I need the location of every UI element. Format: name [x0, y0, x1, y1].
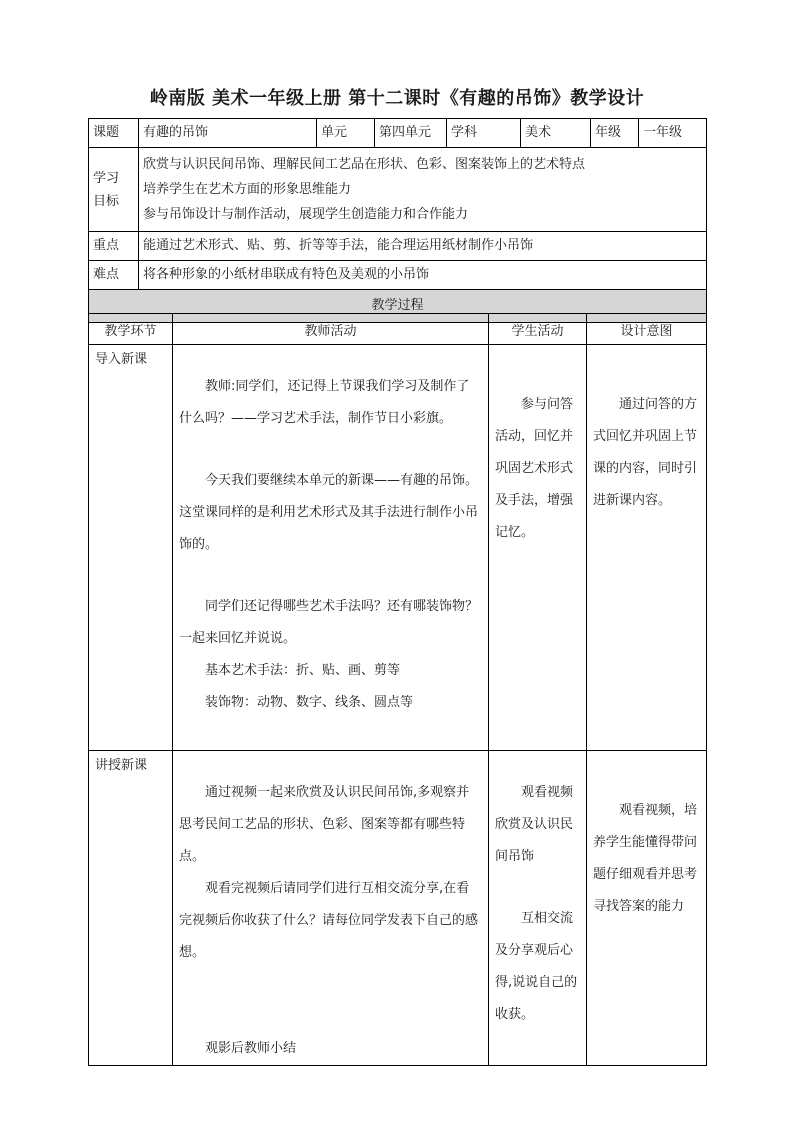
process-section-header: 教学过程 [89, 290, 707, 323]
header-stage: 教学环节 [89, 314, 173, 345]
stage-new-lesson: 讲授新课 [89, 751, 173, 1066]
grade-value: 一年级 [639, 119, 707, 148]
lesson-info-table [88, 118, 707, 323]
teacher-paragraph: 观看完视频后请同学们进行互相交流分享,在看完视频后你收获了什么？请每位同学发表下自己的感想。 [179, 881, 479, 960]
design-intent-intro [587, 345, 707, 751]
table-row [89, 751, 707, 1066]
objectives-list [139, 148, 707, 232]
header-intent: 设计意图 [587, 314, 707, 345]
teacher-activity-new-lesson [173, 751, 489, 1066]
difficulty-value: 将各种形象的小纸材串联成有特色及美观的小吊饰 [139, 261, 707, 290]
teacher-paragraph: 基本艺术手法：折、贴、画、剪等 [205, 663, 401, 678]
student-activity-new-lesson [489, 751, 587, 1066]
stage-intro: 导入新课 [89, 345, 173, 751]
topic-value: 有趣的吊饰 [139, 119, 317, 148]
student-paragraph: 参与问答活动，回忆并巩固艺术形式及手法，增强记忆。 [495, 397, 574, 540]
header-student: 学生活动 [489, 314, 587, 345]
objective-item: 培养学生在艺术方面的形象思维能力 [143, 182, 352, 197]
teacher-paragraph: 今天我们要继续本单元的新课——有趣的吊饰。 这堂课同样的是利用艺术形式及其手法进行制作小吊饰的。 [179, 473, 479, 552]
key-point-value: 能通过艺术形式、贴、剪、折等等手法，能合理运用纸材制作小吊饰 [139, 232, 707, 261]
objective-item: 参与吊饰设计与制作活动，展现学生创造能力和合作能力 [143, 207, 469, 222]
key-point-label: 重点 [89, 232, 139, 261]
student-paragraph: 互相交流及分享观后心得,说说自己的收获。 [495, 911, 578, 1022]
teacher-paragraph: 通过视频一起来欣赏及认识民间吊饰,多观察并思考民间工艺品的形状、色彩、图案等都有哪些特点。 [179, 785, 470, 864]
teacher-paragraph: 教师:同学们，还记得上节课我们学习及制作了什么吗？——学习艺术手法，制作节日小彩旗。 [179, 379, 470, 426]
teacher-paragraph: 装饰物：动物、数字、线条、圆点等 [205, 695, 414, 710]
header-teacher: 教师活动 [173, 314, 489, 345]
objective-item: 欣赏与认识民间吊饰、理解民间工艺品在形状、色彩、图案装饰上的艺术特点 [143, 157, 586, 172]
intent-paragraph: 观看视频，培养学生能懂得带问题仔细观看并思考寻找答案的能力 [593, 803, 698, 914]
topic-label: 课题 [89, 119, 139, 148]
subject-value: 美术 [521, 119, 591, 148]
student-paragraph: 观看视频欣赏及认识民间吊饰 [495, 785, 574, 864]
objectives-label [89, 148, 139, 232]
teaching-process-table [88, 313, 707, 1066]
objectives-label-line-2: 目标 [93, 193, 120, 209]
unit-label: 单元 [317, 119, 375, 148]
table-row [89, 345, 707, 751]
document-title: 岭南版 美术一年级上册 第十二课时《有趣的吊饰》教学设计 [149, 88, 645, 109]
intent-paragraph: 通过问答的方式回忆并巩固上节课的内容，同时引进新课内容。 [593, 397, 698, 508]
teacher-activity-intro [173, 345, 489, 751]
difficulty-label: 难点 [89, 261, 139, 290]
teacher-paragraph: 同学们还记得哪些艺术手法吗？还有哪装饰物？一起来回忆并说说。 [179, 599, 479, 646]
student-activity-intro [489, 345, 587, 751]
subject-label: 学科 [447, 119, 521, 148]
grade-label: 年级 [591, 119, 639, 148]
teacher-paragraph: 观影后教师小结 [205, 1041, 297, 1056]
unit-value: 第四单元 [375, 119, 447, 148]
design-intent-new-lesson [587, 751, 707, 1066]
objectives-label-line-1: 学习 [93, 170, 120, 186]
